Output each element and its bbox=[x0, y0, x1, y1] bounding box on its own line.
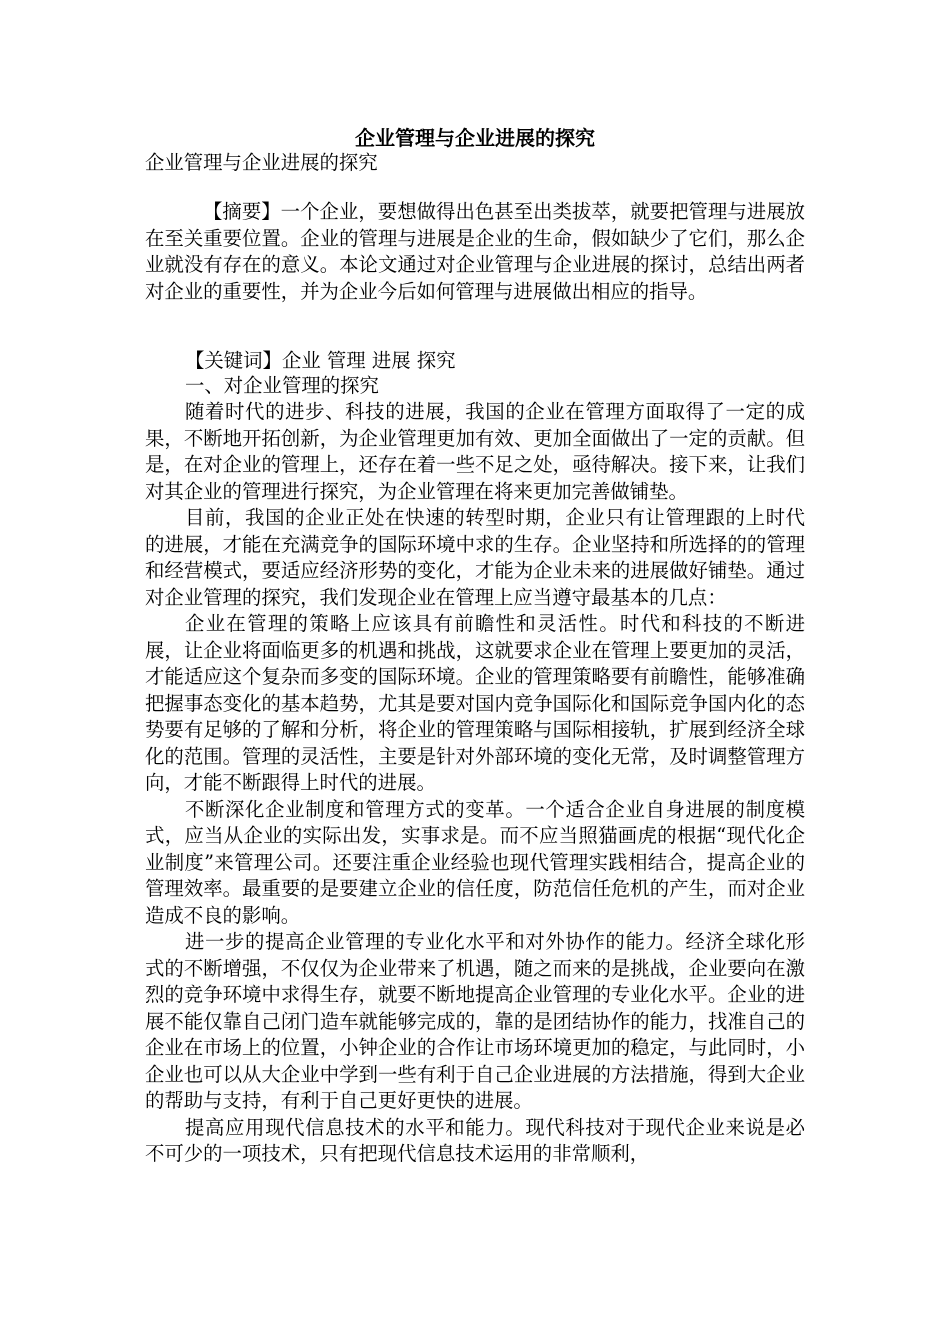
body-paragraph: 进一步的提高企业管理的专业化水平和对外协作的能力。经济全球化形式的不断增强，不仅仅为企业带来了机遇，随之而来的是挑战，企业要向在激烈的竞争环境中求得生存，就要不断地提高企业管理的专业化水平。企业的进展不能仅靠自己闭门造车就能够完成的，靠的是团结协作的能力，找准自己的企业在市场上的位置，小钟企业的合作让市场环境更加的稳定，与此同时，小企业也可以从大企业中学到一些有利于自己企业进展的方法措施，得到大企业的帮助与支持，有利于自己更好更快的进展。 bbox=[145, 930, 805, 1112]
body-paragraph: 随着时代的进步、科技的进展，我国的企业在管理方面取得了一定的成果，不断地开拓创新，为企业管理更加有效、更加全面做出了一定的贡献。但是，在对企业的管理上，还存在着一些不足之处，亟待解决。接下来，让我们对其企业的管理进行探究，为企业管理在将来更加完善做铺垫。 bbox=[145, 400, 805, 503]
body-text bbox=[145, 399, 805, 1168]
body-paragraph: 提高应用现代信息技术的水平和能力。现代科技对于现代企业来说是必不可少的一项技术，只有把现代信息技术运用的非常顺利， bbox=[145, 1115, 805, 1165]
abstract-paragraph: 【摘要】一个企业，要想做得出色甚至出类拔萃，就要把管理与进展放在至关重要位置。企业的管理与进展是企业的生命，假如缺少了它们，那么企业就没有存在的意义。本论文通过对企业管理与企业进展的探讨，总结出两者对企业的重要性，并为企业今后如何管理与进展做出相应的指导。 bbox=[145, 200, 805, 303]
section-heading: 一、对企业管理的探究 bbox=[185, 374, 379, 397]
body-paragraph: 目前，我国的企业正处在快速的转型时期，企业只有让管理跟的上时代的进展，才能在充满竞争的国际环境中求的生存。企业坚持和所选择的的管理和经营模式，要适应经济形势的变化，才能为企业未来的进展做好铺垫。通过对企业管理的探究，我们发现企业在管理上应当遵守最基本的几点： bbox=[145, 506, 805, 609]
body-paragraph: 不断深化企业制度和管理方式的变革。一个适合企业自身进展的制度模式，应当从企业的实际出发，实事求是。而不应当照猫画虎的根据“现代化企业制度”来管理公司。还要注重企业经验也现代管理实践相结合，提高企业的管理效率。最重要的是要建立企业的信任度，防范信任危机的产生，而对企业造成不良的影响。 bbox=[145, 797, 805, 927]
document-title: 企业管理与企业进展的探究 bbox=[355, 126, 595, 150]
document-subtitle: 企业管理与企业进展的探究 bbox=[145, 151, 378, 174]
body-paragraph: 企业在管理的策略上应该具有前瞻性和灵活性。时代和科技的不断进展，让企业将面临更多的机遇和挑战，这就要求企业在管理上要更加的灵活，才能适应这个复杂而多变的国际环境。企业的管理策略要有前瞻性，能够准确把握事态变化的基本趋势，尤其是要对国内竞争国际化和国际竞争国内化的态势要有足够的了解和分析，将企业的管理策略与国际相接轨，扩展到经济全球化的范围。管理的灵活性，主要是针对外部环境的变化无常，及时调整管理方向，才能不断跟得上时代的进展。 bbox=[145, 612, 805, 794]
keywords-line: 【关键词】企业 管理 进展 探究 bbox=[185, 349, 456, 372]
